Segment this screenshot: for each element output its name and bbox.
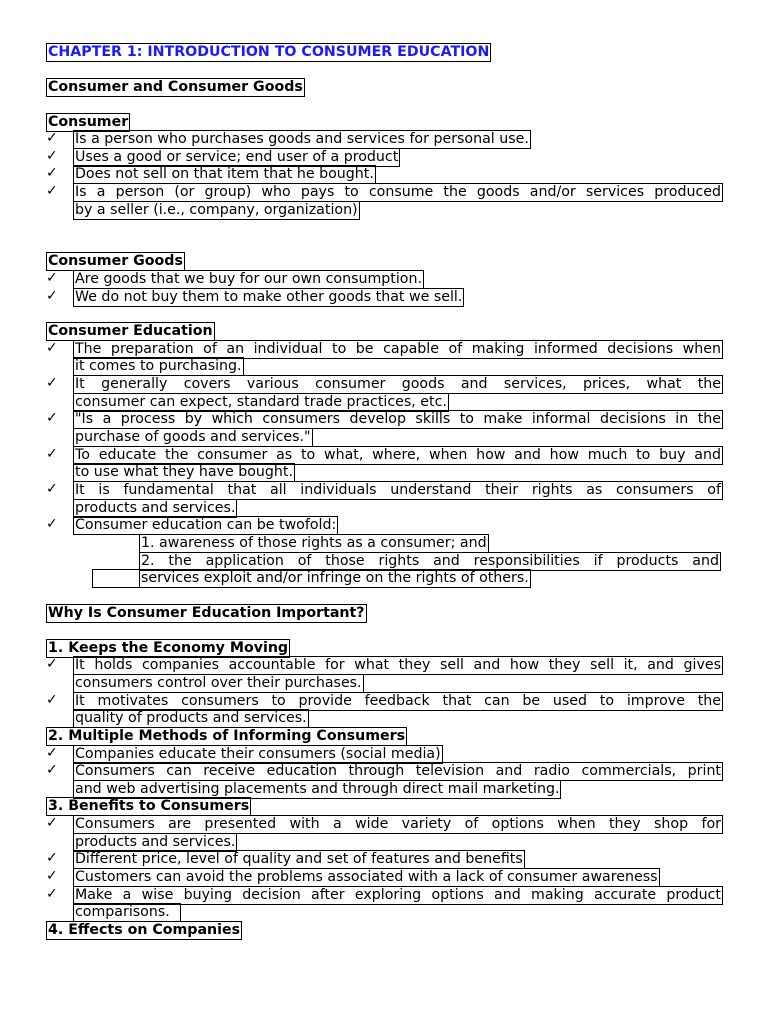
reason-1-item-2-line-2: quality of products and services.: [75, 710, 307, 726]
consumer-item-3: Does not sell on that item that he bought.: [75, 166, 374, 182]
section-title-consumer-goods: Consumer and Consumer Goods: [48, 79, 303, 95]
reason-3-item-4-line-2: comparisons.: [73, 903, 181, 922]
check-icon: ✓: [46, 410, 58, 426]
check-icon: ✓: [46, 481, 58, 497]
check-icon: ✓: [46, 656, 58, 672]
check-icon: ✓: [46, 446, 58, 462]
check-icon: ✓: [46, 375, 58, 391]
reason-1-item-2-line-1: It motivates consumers to provide feedback that can be used to improve the: [75, 693, 721, 709]
education-item-2-line-1: It generally covers various consumer goods and services, prices, what the: [75, 376, 721, 392]
check-icon: ✓: [46, 148, 58, 164]
check-icon: ✓: [46, 340, 58, 356]
check-icon: ✓: [46, 762, 58, 778]
education-item-2-line-2: consumer can expect, standard trade practices, etc.: [75, 394, 447, 410]
reason-4-heading: 4. Effects on Companies: [48, 922, 241, 938]
education-item-1-line-2: it comes to purchasing.: [75, 358, 242, 374]
reason-3-item-2: Different price, level of quality and set of features and benefits: [75, 851, 523, 867]
twofold-sub-item-2-line-1: 2. the application of those rights and responsibilities if products and: [141, 553, 719, 569]
education-item-1-line-1: The preparation of an individual to be capable of making informed decisions when: [75, 341, 721, 357]
twofold-sub-item-2-line-2: services exploit and/or infringe on the rights of others.: [141, 570, 529, 586]
reason-2-heading: 2. Multiple Methods of Informing Consumers: [48, 728, 406, 744]
education-item-3-line-1: "Is a process by which consumers develop skills to make informal decisions in the: [75, 411, 721, 427]
check-icon: ✓: [46, 165, 58, 181]
reason-2-item-1: Companies educate their consumers (social media): [75, 746, 441, 762]
section-title-why-important: Why Is Consumer Education Important?: [48, 605, 365, 621]
consumer-item-1: Is a person who purchases goods and services for personal use.: [75, 131, 529, 147]
check-icon: ✓: [46, 130, 58, 146]
heading-consumer-goods: Consumer Goods: [48, 253, 183, 269]
education-item-6: Consumer education can be twofold:: [75, 517, 337, 533]
reason-1-item-1-line-2: consumers control over their purchases.: [75, 675, 362, 691]
heading-consumer-education: Consumer Education: [48, 323, 213, 339]
reason-1-item-1-line-1: It holds companies accountable for what they sell and how they sell it, and gives: [75, 657, 721, 673]
reason-3-item-4-line-1: Make a wise buying decision after exploring options and making accurate product: [75, 887, 721, 903]
education-item-3-line-2: purchase of goods and services.": [75, 429, 311, 445]
consumer-goods-item-1: Are goods that we buy for our own consumption.: [75, 271, 422, 287]
reason-3-item-1-line-1: Consumers are presented with a wide variety of options when they shop for: [75, 816, 721, 832]
education-item-4-line-2: to use what they have bought.: [75, 464, 293, 480]
check-icon: ✓: [46, 850, 58, 866]
check-icon: ✓: [46, 183, 58, 199]
check-icon: ✓: [46, 692, 58, 708]
reason-3-item-3: Customers can avoid the problems associated with a lack of consumer awareness: [75, 869, 658, 885]
education-item-5-line-1: It is fundamental that all individuals understand their rights as consumers of: [75, 482, 721, 498]
check-icon: ✓: [46, 270, 58, 286]
reason-3-heading: 3. Benefits to Consumers: [48, 798, 250, 814]
chapter-title: CHAPTER 1: INTRODUCTION TO CONSUMER EDUCATION: [48, 44, 490, 60]
reason-3-item-1-line-2: products and services.: [75, 834, 236, 850]
empty-box: [92, 569, 140, 588]
check-icon: ✓: [46, 288, 58, 304]
heading-consumer: Consumer: [48, 114, 129, 130]
check-icon: ✓: [46, 868, 58, 884]
check-icon: ✓: [46, 745, 58, 761]
check-icon: ✓: [46, 815, 58, 831]
twofold-sub-item-1: 1. awareness of those rights as a consumer; and: [141, 535, 487, 551]
education-item-5-line-2: products and services.: [75, 500, 236, 516]
reason-1-heading: 1. Keeps the Economy Moving: [48, 640, 289, 656]
consumer-item-4-line-1: Is a person (or group) who pays to consume the goods and/or services produced: [75, 184, 721, 200]
education-item-4-line-1: To educate the consumer as to what, where, when how and how much to buy and: [75, 447, 721, 463]
check-icon: ✓: [46, 516, 58, 532]
consumer-item-4-line-2: by a seller (i.e., company, organization): [75, 202, 358, 218]
reason-2-item-2-line-2: and web advertising placements and through direct mail marketing.: [75, 781, 560, 797]
check-icon: ✓: [46, 886, 58, 902]
consumer-item-2: Uses a good or service; end user of a product: [75, 149, 399, 165]
reason-2-item-2-line-1: Consumers can receive education through television and radio commercials, print: [75, 763, 721, 779]
consumer-goods-item-2: We do not buy them to make other goods that we sell.: [75, 289, 463, 305]
